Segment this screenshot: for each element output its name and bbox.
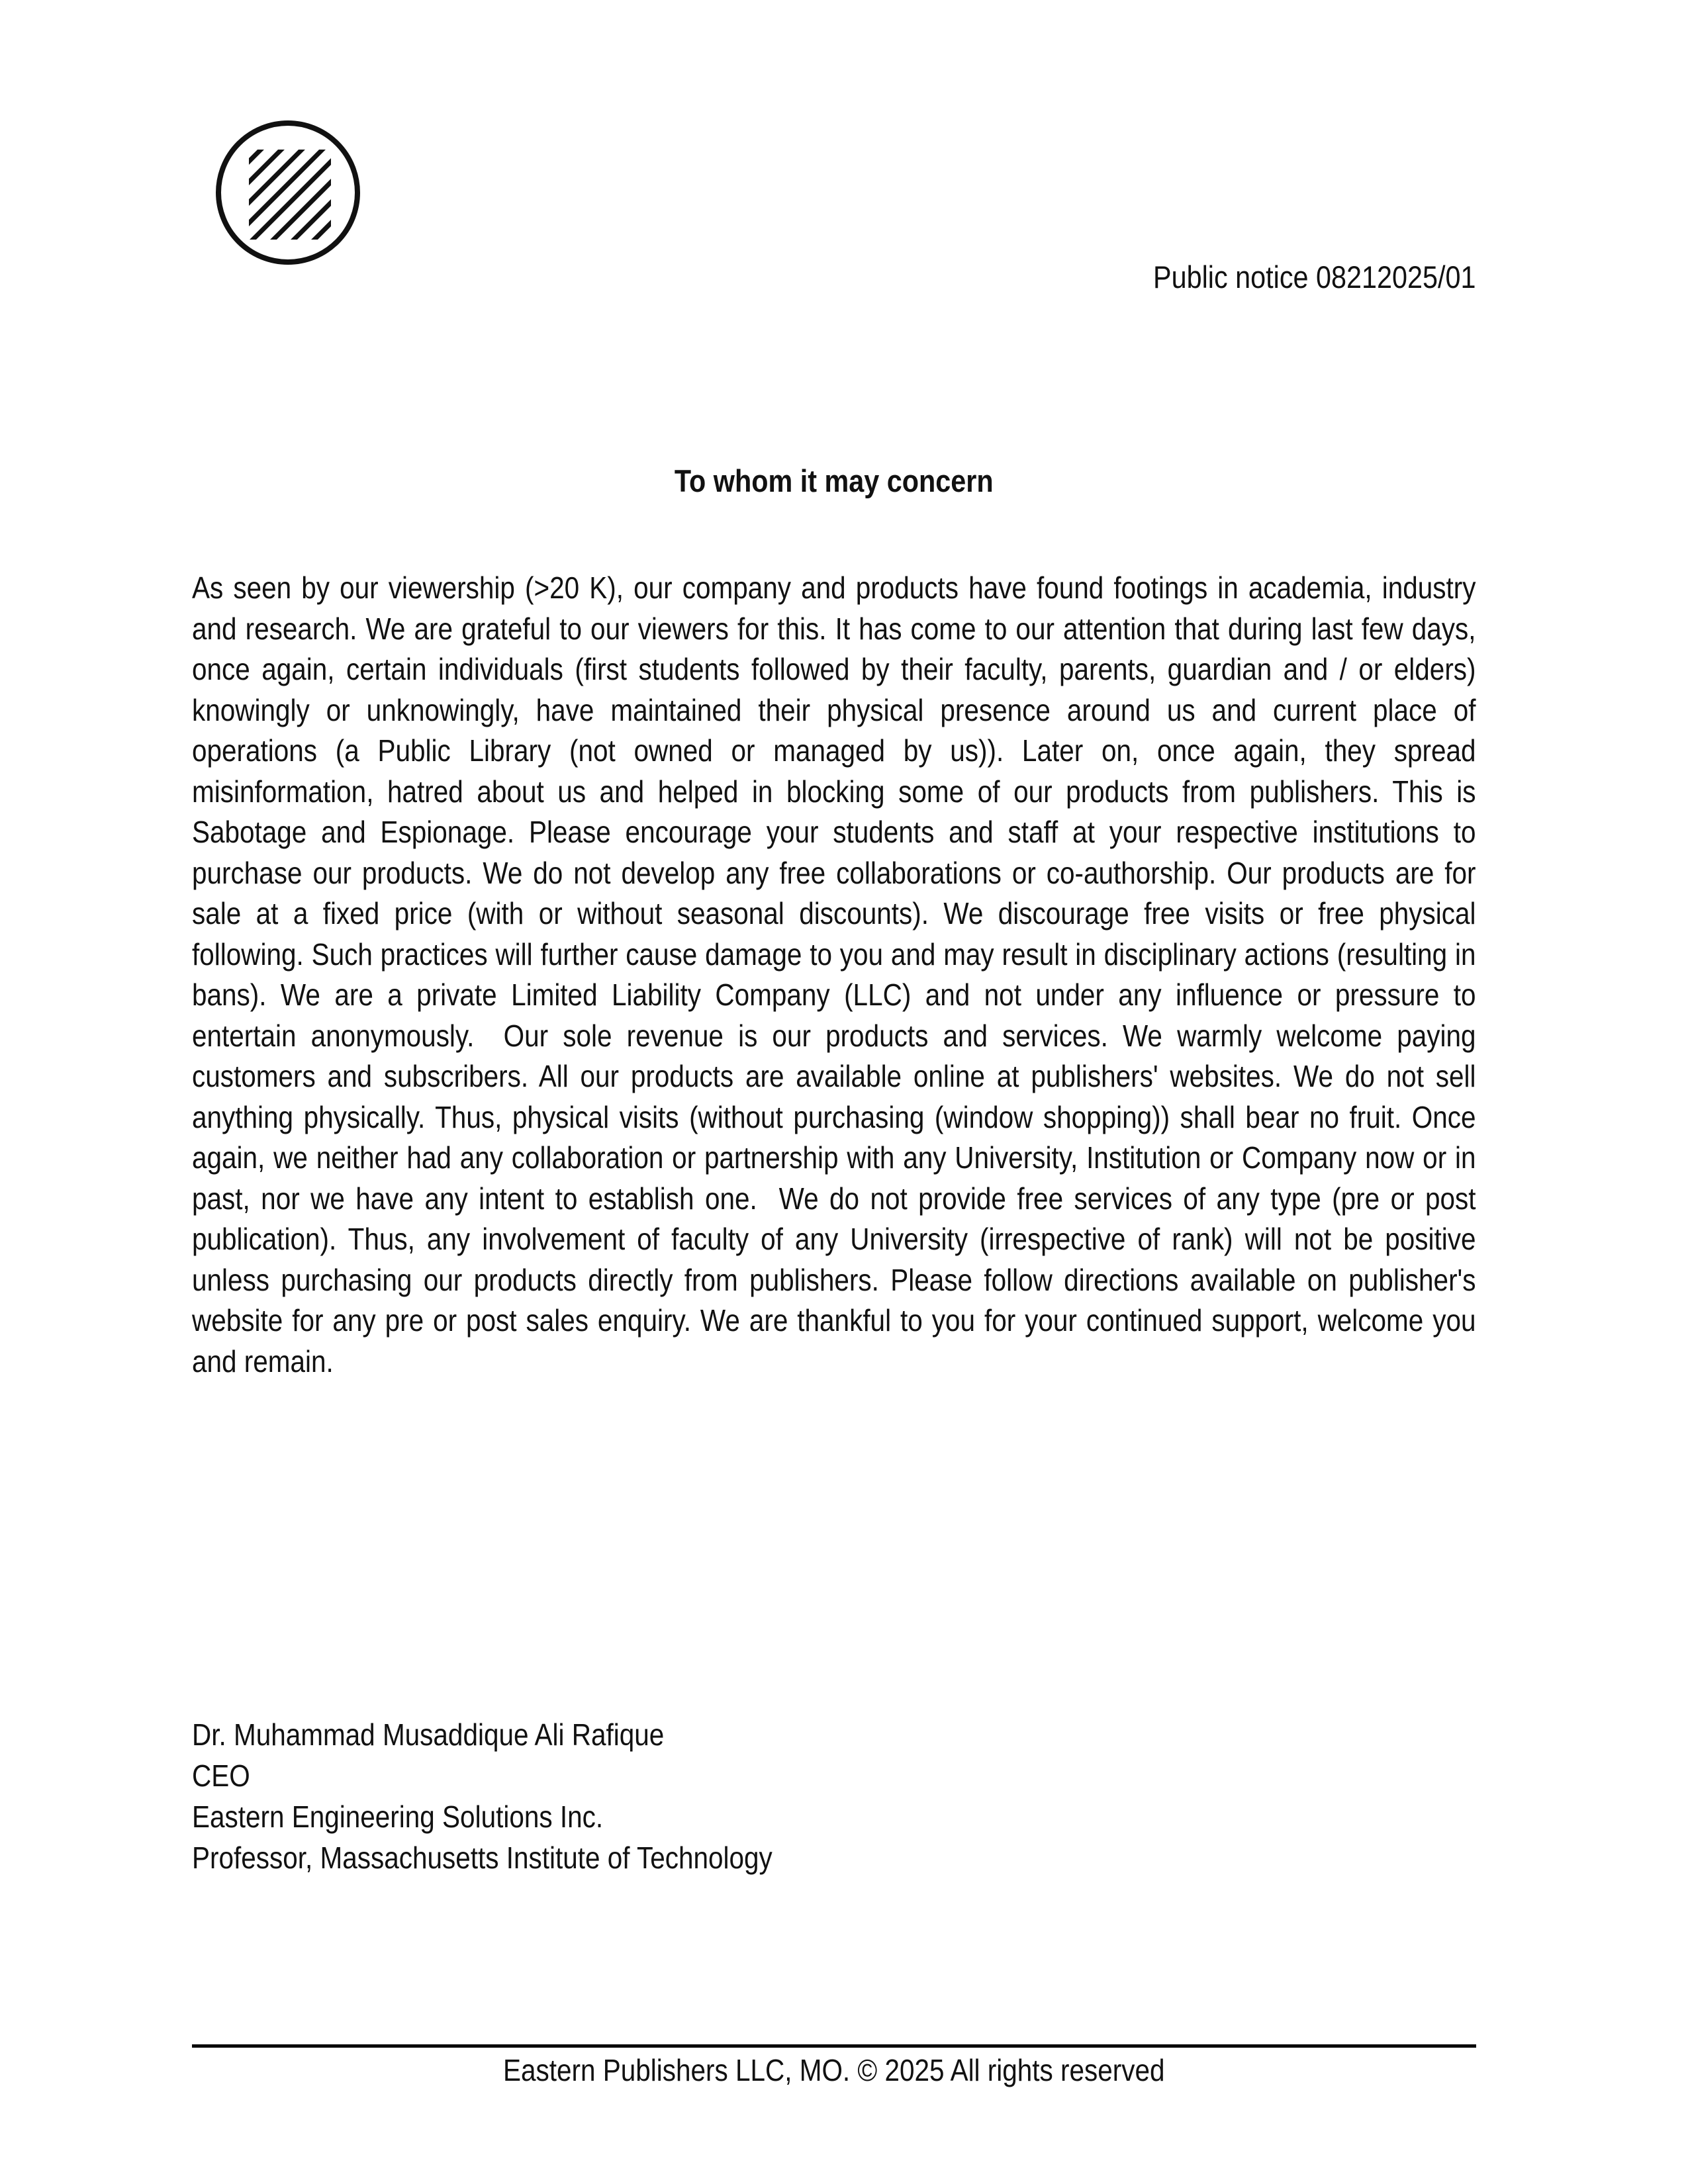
hatched-circle-logo-icon (212, 116, 364, 269)
letter-heading: To whom it may concern (674, 463, 994, 498)
signature-name: Dr. Muhammad Musaddique Ali Rafique (192, 1717, 665, 1752)
letter-body: As seen by our viewership (>20 K), our company and products have found footings in academia, industry and research. We are grateful to our viewers for this. It has come to our attention that during last few days, once again, certain individuals (first students followed by their faculty, parents, guardian and / or elders) knowingly or unknowingly, have maintained their physical presence around us and current place of operations (a Public Library (not owned or managed by us)). Later on, once again, they spread misinformation, hatred about us and helped in blocking some of our products from publishers. This is Sabotage and Espionage. Please encourage your students and staff at your respective institutions to purchase our products. We do not develop any free collaborations or co-authorship. Our products are for sale at a fixed price (with or without seasonal discounts). We discourage free visits or free physical following. Such practices will further cause damage to you and may result in disciplinary actions (resulting in bans). We are a private Limited Liability Company (LLC) and not under any influence or pressure to entertain anonymously. Our sole revenue is our products and services. We warmly welcome paying customers and subscribers. All our products are available online at publishers' websites. We do not sell anything physically. Thus, physical visits (without purchasing (window shopping)) shall bear no fruit. Once again, we neither had any collaboration or partnership with any University, Institution or Company now or in past, nor we have any intent to establish one. We do not provide free services of any type (pre or post publication). Thus, any involvement of faculty of any University (irrespective of rank) will not be positive unless purchasing our products directly from publishers. Please follow directions available on publisher's website for any pre or post sales enquiry. We are thankful to you for your continued support, welcome you and remain. (192, 570, 1483, 1379)
letter-heading-container (192, 464, 1651, 498)
logo-icon (212, 116, 364, 269)
notice-reference-container (192, 260, 1651, 295)
signature-title: CEO (192, 1758, 250, 1793)
footer-copyright: Eastern Publishers LLC, MO. © 2025 All rights reserved (502, 2053, 1165, 2087)
letter-body-container (192, 568, 1651, 1382)
footer-container (192, 2050, 1651, 2090)
notice-reference: Public notice 08212025/01 (1153, 259, 1476, 295)
signature-company: Eastern Engineering Solutions Inc. (192, 1799, 604, 1834)
signature-block (192, 1714, 1651, 1878)
signature-affiliation: Professor, Massachusetts Institute of Technology (192, 1841, 773, 1875)
footer-divider (192, 2044, 1476, 2048)
